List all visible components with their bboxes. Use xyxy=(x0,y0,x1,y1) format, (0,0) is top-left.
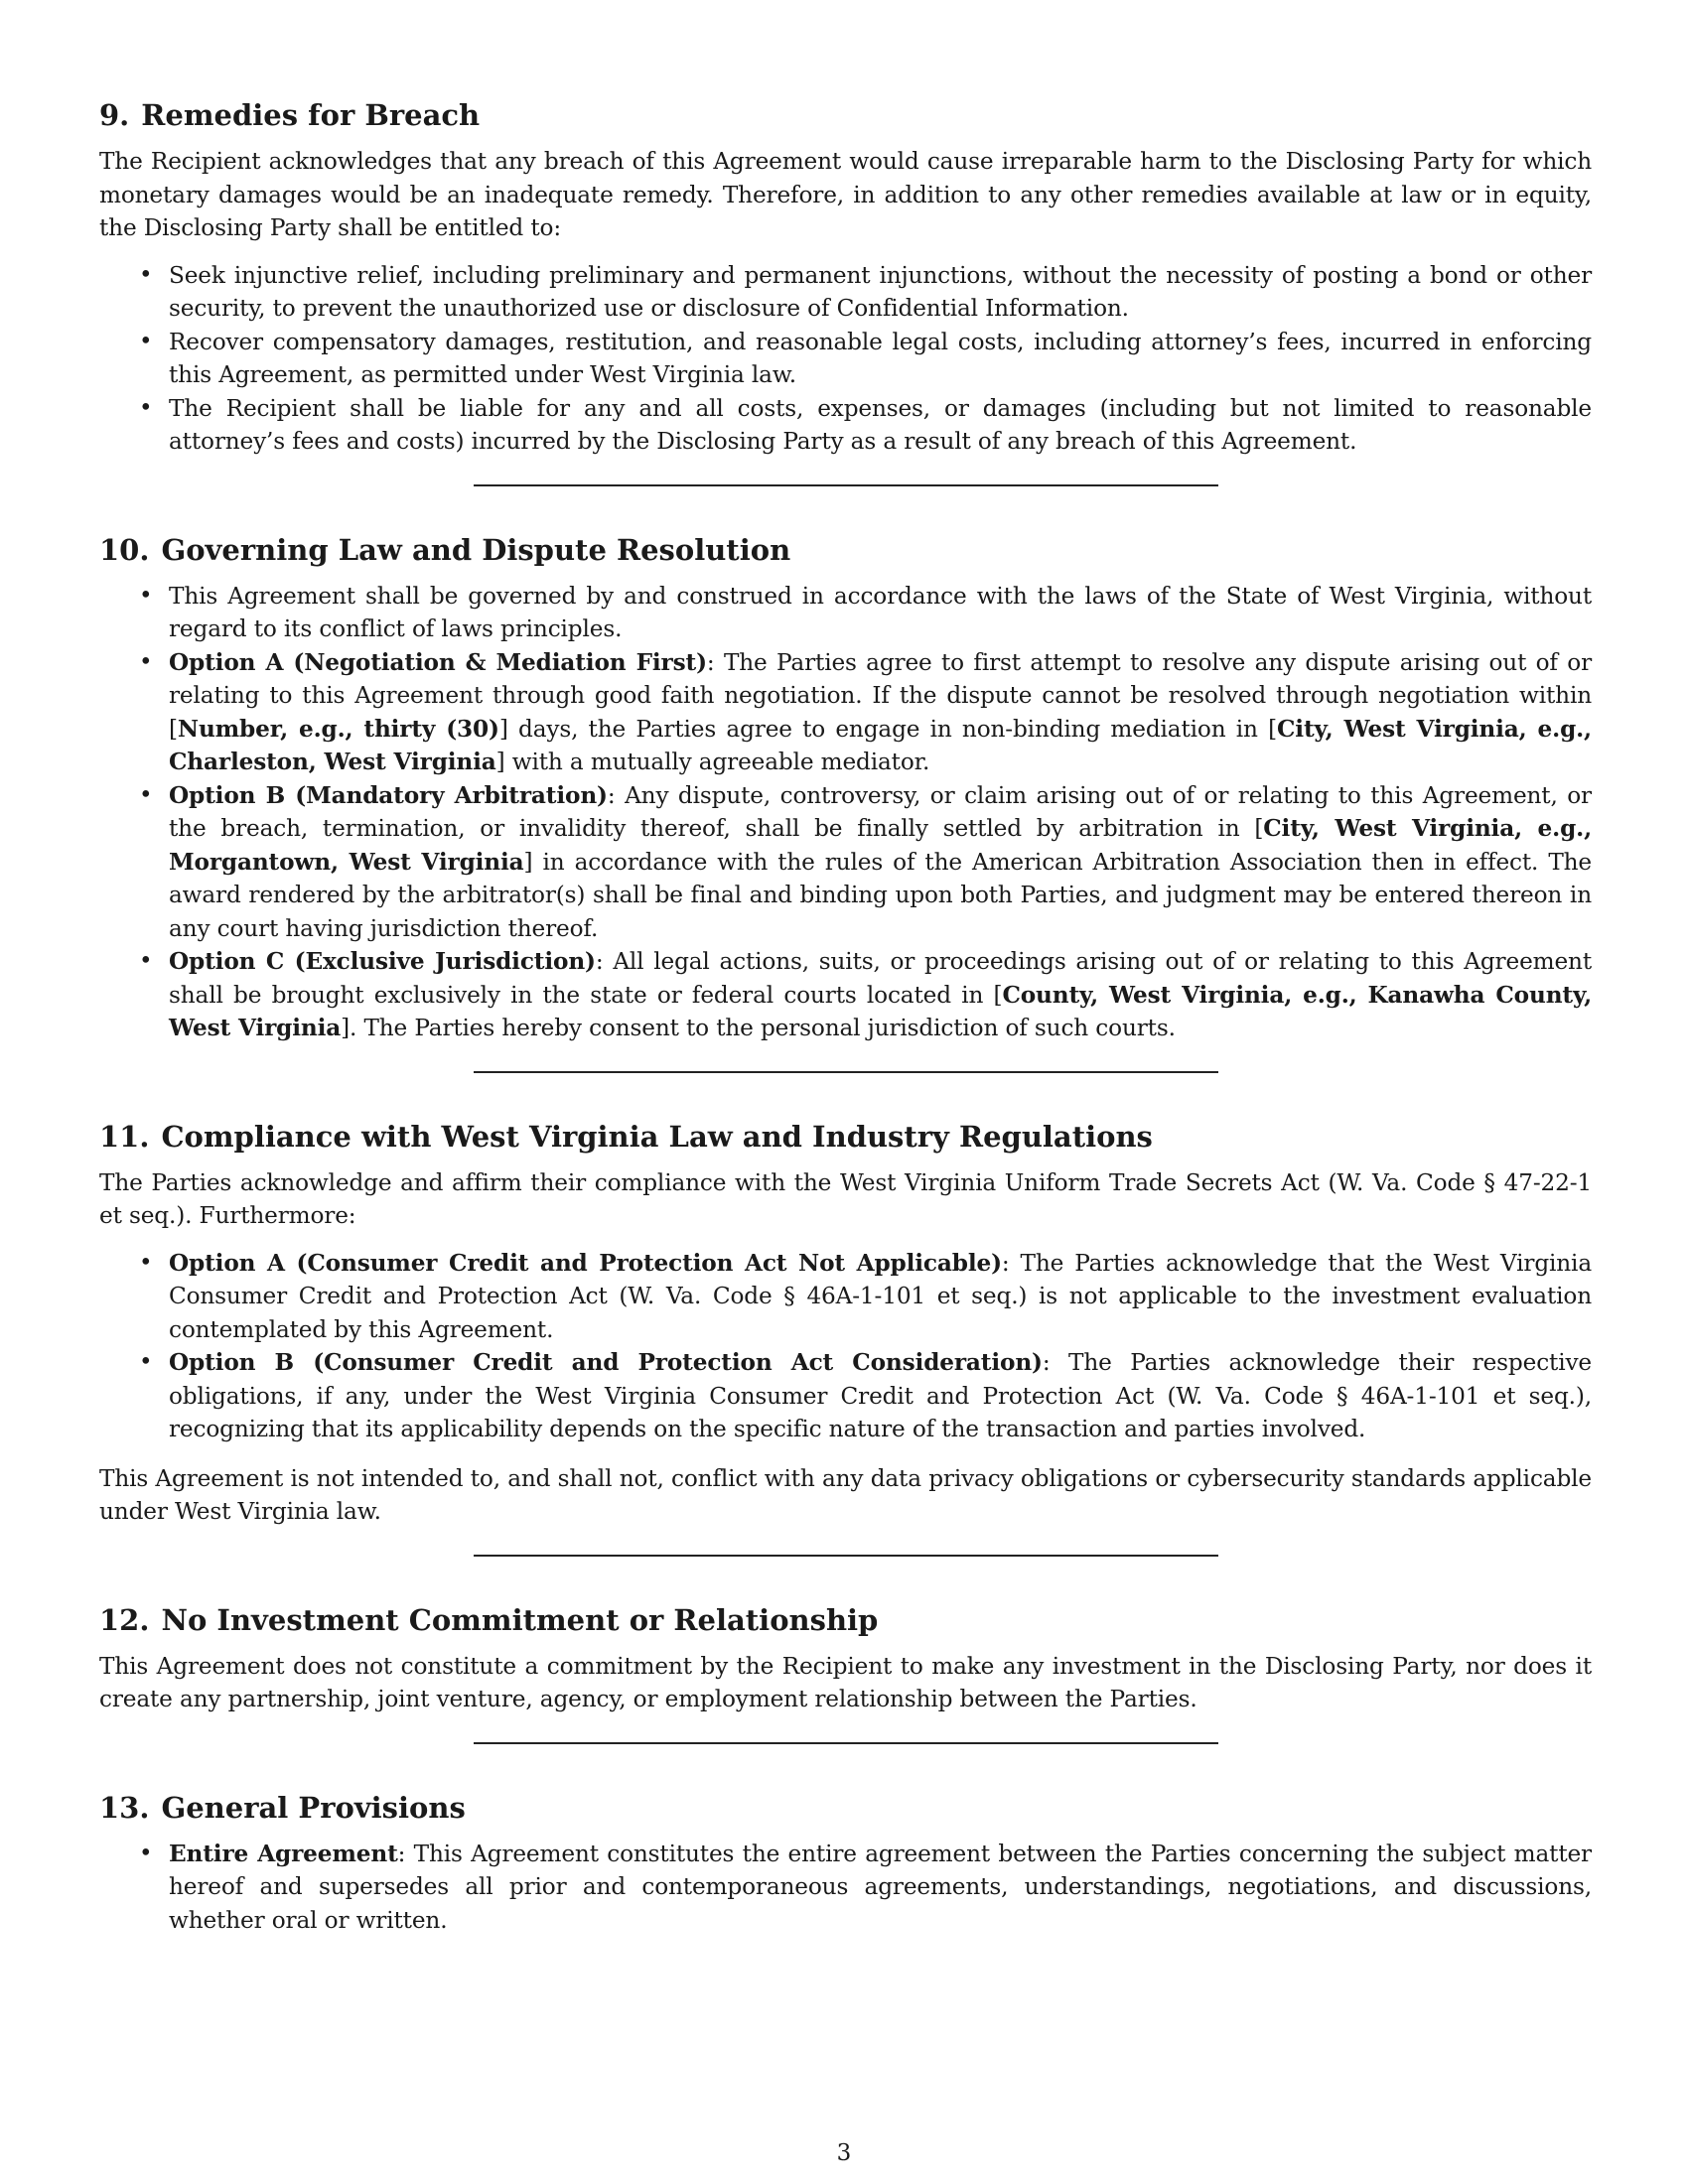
section-divider xyxy=(474,1742,1218,1744)
list-item-text: : The Parties acknowledge their respective obligations, if any, under the West Virginia Consumer Credit and Protection Act (W. Va. Code § 46A-1-101 et seq.), recognizing that its applicability depends on the specific nature of the transaction and parties involved. xyxy=(169,1349,1592,1442)
bullet-icon: • xyxy=(139,1840,153,1866)
list-item xyxy=(99,259,1592,326)
list-item xyxy=(99,326,1592,392)
section-outro: This Agreement is not intended to, and shall not, conflict with any data privacy obligations or cybersecurity standards applicable under West Virginia law. xyxy=(99,1464,1592,1525)
section-number: 11. xyxy=(99,1119,150,1154)
list-item-text: : The Parties acknowledge that the West Virginia Consumer Credit and Protection Act (W. Va. Code § 46A-1-101 et seq.) is not applicable to the investment evaluation contemplated by this Agreement. xyxy=(169,1249,1593,1343)
bullet-list xyxy=(99,259,1592,459)
section-number: 13. xyxy=(99,1790,150,1825)
section-divider xyxy=(474,1555,1218,1557)
section-intro: The Recipient acknowledges that any breach of this Agreement would cause irreparable harm to the Disclosing Party for which monetary damages would be an inadequate remedy. Therefore, in addition to any other remedies available at law or in equity, the Disclosing Party shall be entitled to: xyxy=(99,148,1592,241)
section-heading xyxy=(99,1598,1592,1642)
placeholder-text: City, West Virginia, e.g., Charleston, West Virginia xyxy=(169,715,1592,775)
section-general-provisions xyxy=(99,1786,1592,1938)
section-no-investment-commitment xyxy=(99,1598,1592,1716)
placeholder-text: County, West Virginia, e.g., Kanawha County, West Virginia xyxy=(169,981,1592,1041)
option-label: Option B (Consumer Credit and Protection Act Consideration) xyxy=(169,1349,1043,1376)
section-heading xyxy=(99,1786,1592,1830)
bullet-icon: • xyxy=(139,582,153,609)
list-item xyxy=(99,392,1592,459)
option-label: Option C (Exclusive Jurisdiction) xyxy=(169,948,596,975)
page-content xyxy=(99,93,1592,1953)
bullet-icon: • xyxy=(139,1249,153,1276)
section-governing-law xyxy=(99,528,1592,1045)
placeholder-text: City, West Virginia, e.g., Morgantown, West Virginia xyxy=(169,815,1592,876)
list-item xyxy=(99,646,1592,779)
page-number: 3 xyxy=(836,2140,852,2166)
section-number: 12. xyxy=(99,1602,150,1637)
section-divider xyxy=(474,484,1218,486)
list-item xyxy=(99,1346,1592,1446)
list-item-text: ] with a mutually agreeable mediator. xyxy=(495,749,930,775)
section-title: Compliance with West Virginia Law and Industry Regulations xyxy=(161,1119,1153,1154)
bullet-icon: • xyxy=(139,648,153,675)
list-item-text: This Agreement shall be governed by and construed in accordance with the laws of the State of West Virginia, without regard to its conflict of laws principles. xyxy=(169,582,1592,642)
list-item-text: : The Parties agree to first attempt to resolve any dispute arising out of or relating to this Agreement through good faith negotiation. If the dispute cannot be resolved through negotiation within [ xyxy=(169,648,1592,743)
list-item-text: ] in accordance with the rules of the American Arbitration Association then in effect. The award rendered by the arbitrator(s) shall be final and binding upon both Parties, and judgment may be entered thereon in any court having jurisdiction thereof. xyxy=(169,848,1592,942)
bullet-list xyxy=(99,580,1592,1045)
section-title: Remedies for Breach xyxy=(141,98,481,132)
bullet-icon: • xyxy=(139,1349,153,1375)
list-item-text: ]. The Parties hereby consent to the personal jurisdiction of such courts. xyxy=(341,1015,1176,1041)
placeholder-text: Number, e.g., thirty (30) xyxy=(177,715,499,743)
bullet-icon: • xyxy=(139,261,153,288)
option-label: Option A (Negotiation & Mediation First) xyxy=(169,648,707,676)
list-item-text: Recover compensatory damages, restitution, and reasonable legal costs, including attorney’s fees, incurred in enforcing this Agreement, as permitted under West Virginia law. xyxy=(169,328,1592,388)
option-label: Option A (Consumer Credit and Protection Act Not Applicable) xyxy=(169,1249,1002,1277)
list-item-text: ] days, the Parties agree to engage in non-binding mediation in [ xyxy=(498,715,1277,743)
section-intro: The Parties acknowledge and affirm their compliance with the West Virginia Uniform Trade Secrets Act (W. Va. Code § 47-22-1 et seq.). Furthermore: xyxy=(99,1168,1592,1229)
bullet-list xyxy=(99,1247,1592,1446)
section-heading xyxy=(99,1115,1592,1159)
section-title: No Investment Commitment or Relationship xyxy=(161,1602,879,1637)
list-item-text: Seek injunctive relief, including preliminary and permanent injunctions, without the necessity of posting a bond or other security, to prevent the unauthorized use or disclosure of Confidential Information. xyxy=(169,261,1592,322)
bullet-icon: • xyxy=(139,394,153,421)
section-title: Governing Law and Dispute Resolution xyxy=(161,532,791,567)
option-label: Option B (Mandatory Arbitration) xyxy=(169,781,608,809)
list-item xyxy=(99,945,1592,1045)
list-item xyxy=(99,1247,1592,1347)
section-divider xyxy=(474,1071,1218,1073)
bullet-icon: • xyxy=(139,781,153,808)
section-title: General Provisions xyxy=(161,1790,466,1825)
list-item-text: : All legal actions, suits, or proceedings arising out of or relating to this Agreement shall be brought exclusively in the state or federal courts located in [ xyxy=(169,948,1593,1009)
list-item xyxy=(99,779,1592,946)
section-remedies-for-breach xyxy=(99,93,1592,459)
list-item-text: The Recipient shall be liable for any and all costs, expenses, or damages (including but not limited to reasonable attorney’s fees and costs) incurred by the Disclosing Party as a result of any breach of this Agreement. xyxy=(169,394,1592,455)
section-number: 9. xyxy=(99,98,130,132)
list-item-text: : This Agreement constitutes the entire agreement between the Parties concerning the subject matter hereof and supersedes all prior and contemporaneous agreements, understandings, negotiations, and discussions, whether oral or written. xyxy=(169,1840,1592,1934)
bullet-list xyxy=(99,1838,1592,1938)
bullet-icon: • xyxy=(139,328,153,354)
section-body: This Agreement does not constitute a commitment by the Recipient to make any investment in the Disclosing Party, nor does it create any partnership, joint venture, agency, or employment relationship between the Parties. xyxy=(99,1652,1592,1712)
list-item xyxy=(99,580,1592,646)
list-item xyxy=(99,1838,1592,1938)
section-compliance xyxy=(99,1115,1592,1529)
bullet-icon: • xyxy=(139,948,153,974)
option-label: Entire Agreement xyxy=(169,1840,398,1867)
section-heading xyxy=(99,528,1592,572)
section-number: 10. xyxy=(99,532,150,567)
list-item-text: : Any dispute, controversy, or claim arising out of or relating to this Agreement, or the breach, termination, or invalidity thereof, shall be finally settled by arbitration in [ xyxy=(169,781,1592,842)
section-heading xyxy=(99,93,1592,137)
